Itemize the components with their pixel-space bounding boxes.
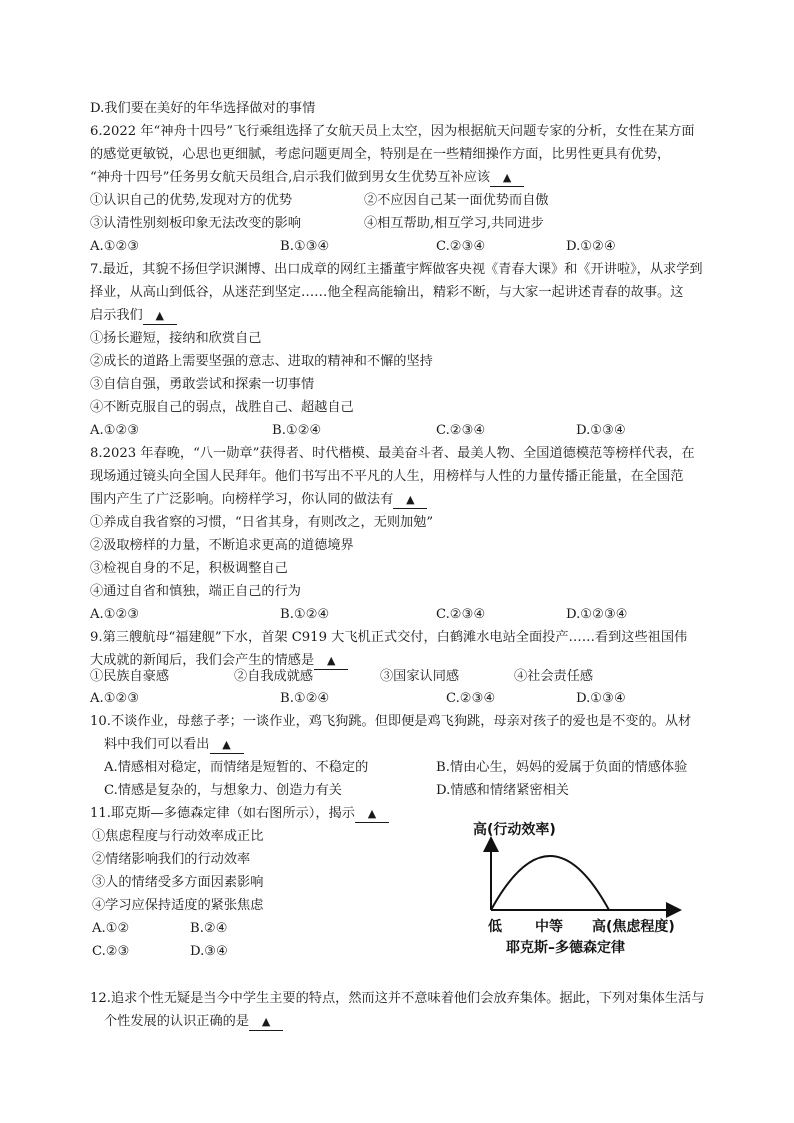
figure-caption: 耶克斯–多德森定律	[506, 940, 625, 956]
q6-line-3-text: “神舟十四号”任务男女航天员组合,启示我们做到男女生优势互补应该	[90, 170, 491, 185]
q10-choice-a[interactable]: A.情感相对稳定，而情绪是短暂的、不稳定的	[104, 760, 369, 775]
q11-choice-d[interactable]: D.③④	[190, 944, 228, 959]
q8-line-3	[90, 490, 427, 510]
q11-statement-2: ②情绪影响我们的行动效率	[92, 852, 251, 867]
triangle-icon: ▲	[222, 738, 231, 751]
q8-line-2: 现场通过镜头向全国人民拜年。他们书写出不平凡的人生，用榜样与人性的力量传播正能量，在全国范	[90, 469, 684, 484]
q6-line-2: 的感觉更敏锐，心思也更细腻，考虑问题更周全，特别是在一些精细操作方面，比男性更具有优势，	[90, 147, 671, 162]
q11-answer-blank[interactable]	[355, 806, 389, 823]
q6-line-3	[90, 168, 524, 188]
q6-answer-blank[interactable]	[490, 170, 524, 187]
q9-choice-c[interactable]: C.②③④	[446, 691, 496, 706]
q6-statement-2: ②不应因自己某一面优势而自傲	[364, 193, 549, 208]
q7-choice-c[interactable]: C.②③④	[436, 423, 486, 438]
q8-statement-2: ②汲取榜样的力量，不断追求更高的道德境界	[90, 538, 354, 553]
q9-choice-b[interactable]: B.①②④	[280, 691, 330, 706]
q10-line-1: 10.不谈作业，母慈子孝；一谈作业，鸡飞狗跳。但即便是鸡飞狗跳，母亲对孩子的爱也是不变的。从材	[90, 714, 692, 729]
q9-line-2-text: 大成就的新闻后，我们会产生的情感是	[90, 653, 315, 668]
q10-choice-b[interactable]: B.情由心生，妈妈的爱属于负面的情感体验	[436, 760, 688, 775]
triangle-icon: ▲	[326, 654, 336, 667]
yerkes-dodson-diagram	[458, 814, 718, 964]
q8-choice-b[interactable]: B.①②④	[280, 607, 330, 622]
q6-statement-3: ③认清性别刻板印象无法改变的影响	[90, 216, 301, 231]
q8-statement-3: ③检视自身的不足，积极调整自己	[90, 561, 288, 576]
q9-statement-3: ③国家认同感	[380, 669, 460, 684]
q7-line-2: 择业，从高山到低谷，从迷茫到坚定……他全程高能输出，精彩不断，与大家一起讲述青春的故事。这	[90, 285, 684, 300]
q11-line-1-text: 11.耶克斯—多德森定律（如右图所示），揭示	[90, 806, 355, 821]
q6-choice-b[interactable]: B.①③④	[280, 239, 330, 254]
q7-line-1: 7.最近，其貌不扬但学识渊博、出口成章的网红主播董宇辉做客央视《青春大课》和《开讲啦》，从求学到	[90, 262, 703, 277]
q12-line-1: 12.追求个性无疑是当今中学生主要的特点，然而这并不意味着他们会放弃集体。据此，下列对集体生活与	[90, 991, 705, 1006]
q8-statement-4: ④通过自省和慎独，端正自己的行为	[90, 584, 301, 599]
q8-choice-d[interactable]: D.①②③④	[566, 607, 628, 622]
q6-statement-4: ④相互帮助,相互学习,共同进步	[364, 216, 544, 231]
x-axis-mid-label: 中等	[535, 919, 563, 935]
q7-statement-4: ④不断克服自己的弱点，战胜自己、超越自己	[90, 400, 354, 415]
q12-line-2	[104, 1012, 283, 1032]
q7-statement-3: ③自信自强，勇敢尝试和探索一切事情	[90, 377, 315, 392]
q10-choice-c[interactable]: C.情感是复杂的，与想象力、创造力有关	[104, 783, 342, 798]
q8-choice-c[interactable]: C.②③④	[436, 607, 486, 622]
triangle-icon: ▲	[155, 309, 164, 322]
q11-line-1	[90, 804, 389, 824]
q9-choice-a[interactable]: A.①②③	[90, 691, 140, 706]
q9-statement-1: ①民族自豪感	[90, 669, 170, 684]
q6-choice-d[interactable]: D.①②④	[566, 239, 616, 254]
q6-statement-1: ①认识自己的优势,发现对方的优势	[90, 193, 293, 208]
q11-choice-c[interactable]: C.②③	[92, 944, 130, 959]
q11-statement-4: ④学习应保持适度的紧张焦虑	[92, 898, 264, 913]
x-axis-low-label: 低	[488, 919, 502, 935]
q12-answer-blank[interactable]	[249, 1014, 283, 1031]
x-axis-high-label: 高(焦虑程度)	[592, 919, 675, 935]
triangle-icon: ▲	[261, 1015, 271, 1028]
q11-choice-b[interactable]: B.②④	[190, 921, 228, 936]
q11-statement-1: ①焦虑程度与行动效率成正比	[92, 829, 264, 844]
q9-statement-2: ②自我成就感	[234, 669, 314, 684]
triangle-icon: ▲	[502, 171, 512, 184]
q7-line-3	[90, 306, 177, 326]
q7-statement-1: ①扬长避短，接纳和欣赏自己	[90, 331, 262, 346]
q7-line-3-text: 启示我们	[90, 308, 143, 323]
q10-choice-d[interactable]: D.情感和情绪紧密相关	[436, 783, 569, 798]
inverted-u-curve	[491, 856, 609, 910]
q7-choice-a[interactable]: A.①②③	[90, 423, 140, 438]
q7-answer-blank[interactable]	[143, 308, 177, 325]
q8-choice-a[interactable]: A.①②③	[90, 607, 140, 622]
q10-answer-blank[interactable]	[210, 737, 244, 754]
q9-answer-blank[interactable]	[314, 653, 348, 670]
q10-line-2-text: 料中我们可以看出	[104, 737, 210, 752]
yerkes-dodson-figure	[458, 814, 718, 964]
q7-choice-d[interactable]: D.①③④	[576, 423, 626, 438]
q6-line-1: 6.2022 年“神舟十四号”飞行乘组选择了女航天员上太空，因为根据航天问题专家的分析，女性在某方面	[90, 124, 695, 139]
q8-line-3-text: 围内产生了广泛影响。向榜样学习，你认同的做法有	[90, 492, 394, 507]
q11-choice-a[interactable]: A.①②	[92, 921, 130, 936]
prev-question-option-d: D.我们要在美好的年华选择做对的事情	[90, 101, 316, 116]
q9-line-1: 9.第三艘航母“福建舰”下水，首架 C919 大飞机正式交付，白鹤滩水电站全面投产……看到这些祖国伟	[90, 630, 688, 645]
q10-line-2	[104, 735, 244, 755]
triangle-icon: ▲	[367, 807, 377, 820]
q9-choice-d[interactable]: D.①③④	[576, 691, 626, 706]
q8-line-1: 8.2023 年春晚，“八一勋章”获得者、时代楷模、最美奋斗者、最美人物、全国道德模范等榜样代表，在	[90, 446, 695, 461]
q8-statement-1: ①养成自我省察的习惯，“日省其身，有则改之，无则加勉”	[90, 515, 434, 530]
triangle-icon: ▲	[406, 493, 415, 506]
q9-statement-4: ④社会责任感	[514, 669, 594, 684]
q12-line-2-text: 个性发展的认识正确的是	[104, 1014, 250, 1029]
q6-choice-a[interactable]: A.①②③	[90, 239, 140, 254]
q11-statement-3: ③人的情绪受多方面因素影响	[92, 875, 264, 890]
q7-statement-2: ②成长的道路上需要坚强的意志、进取的精神和不懈的坚持	[90, 354, 433, 369]
y-axis-label: 高(行动效率)	[473, 822, 556, 838]
q6-choice-c[interactable]: C.②③④	[436, 239, 486, 254]
q8-answer-blank[interactable]	[393, 492, 427, 509]
q7-choice-b[interactable]: B.①②④	[272, 423, 322, 438]
